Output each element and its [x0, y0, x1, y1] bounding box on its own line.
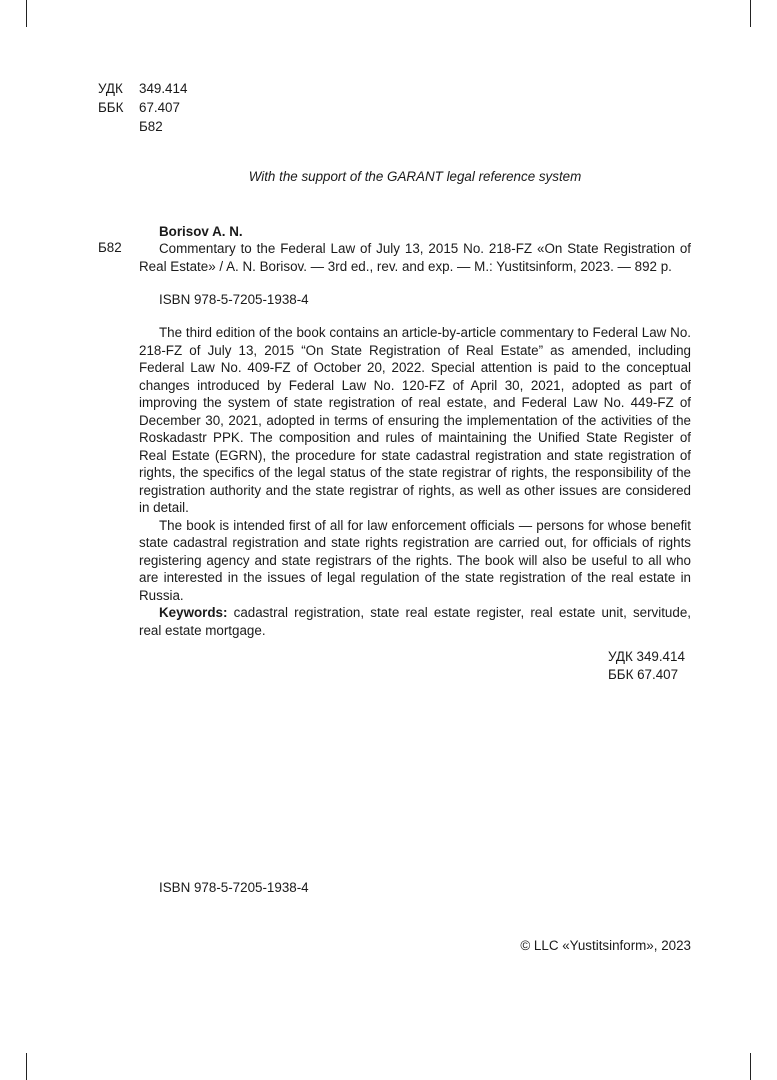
udk-row	[98, 79, 187, 98]
author-mark-value: Б82	[139, 119, 163, 134]
bbk-row	[98, 98, 187, 117]
keywords-label: Keywords:	[159, 605, 228, 620]
bbk-value: 67.407	[139, 100, 180, 115]
crop-mark-bottom-right	[750, 1053, 751, 1080]
crop-mark-top-right	[750, 0, 751, 27]
classification-codes	[98, 79, 187, 136]
bbk-line: ББК 67.407	[608, 667, 679, 682]
annotation-paragraph-2: The book is intended first of all for law enforcement officials — persons for whose benefit state cadastral registration and state rights registration are carried out, for officials of rights registering agency and state registrars of the rights. The book will also be useful to all who are interested in the issues of legal regulation of the state registration of the real estate in Russia.	[139, 517, 691, 603]
isbn-bottom: ISBN 978-5-7205-1938-4	[159, 880, 309, 895]
udk-line: УДК 349.414	[608, 649, 685, 664]
citation-text: Commentary to the Federal Law of July 13, 2015 No. 218-FZ «On State Registration of Real Estate» / A. N. Borisov. — 3rd ed., rev. and exp. — M.: Yustitsinform, 2023. — 892 p.	[139, 241, 691, 274]
crop-mark-top-left	[26, 0, 27, 27]
bbk-label: ББК	[98, 100, 124, 115]
crop-mark-bottom-left	[26, 1053, 27, 1080]
classification-codes-right	[608, 648, 685, 684]
copyright: © LLC «Yustitsinform», 2023	[520, 938, 691, 953]
annotation	[139, 324, 691, 639]
bibliographic-entry	[139, 240, 691, 275]
keywords-paragraph	[139, 604, 691, 639]
support-line: With the support of the GARANT legal reference system	[248, 169, 582, 184]
udk-value: 349.414	[139, 81, 188, 96]
isbn-top: ISBN 978-5-7205-1938-4	[159, 292, 309, 307]
udk-label: УДК	[98, 81, 123, 96]
annotation-paragraph-1: The third edition of the book contains an article-by-article commentary to Federal Law No. 218-FZ of July 13, 2015 “On State Registration of Real Estate” as amended, including Federal Law No. 409-FZ of October 20, 2022. Special attention is paid to the conceptual changes introduced by Federal Law No. 120-FZ of April 30, 2021, adopted as part of improving the system of state registration of real estate, and Federal Law No. 449-FZ of December 30, 2021, adopted in terms of ensuring the implementation of the activities of the Roskadastr PPK. The composition and rules of maintaining the Unified State Register of Real Estate (EGRN), the procedure for state cadastral registration and state registration of rights, the specifics of the legal status of the state registrar of rights, the responsibility of the registration authority and the state registrar of rights, as well as other issues are considered in detail.	[139, 325, 691, 515]
author-mark-side: Б82	[98, 240, 122, 255]
author-name: Borisov A. N.	[159, 224, 243, 239]
keywords-text: cadastral registration, state real estate register, real estate unit, servitude, real estate mortgage.	[139, 605, 691, 638]
author-mark-row	[98, 117, 187, 136]
